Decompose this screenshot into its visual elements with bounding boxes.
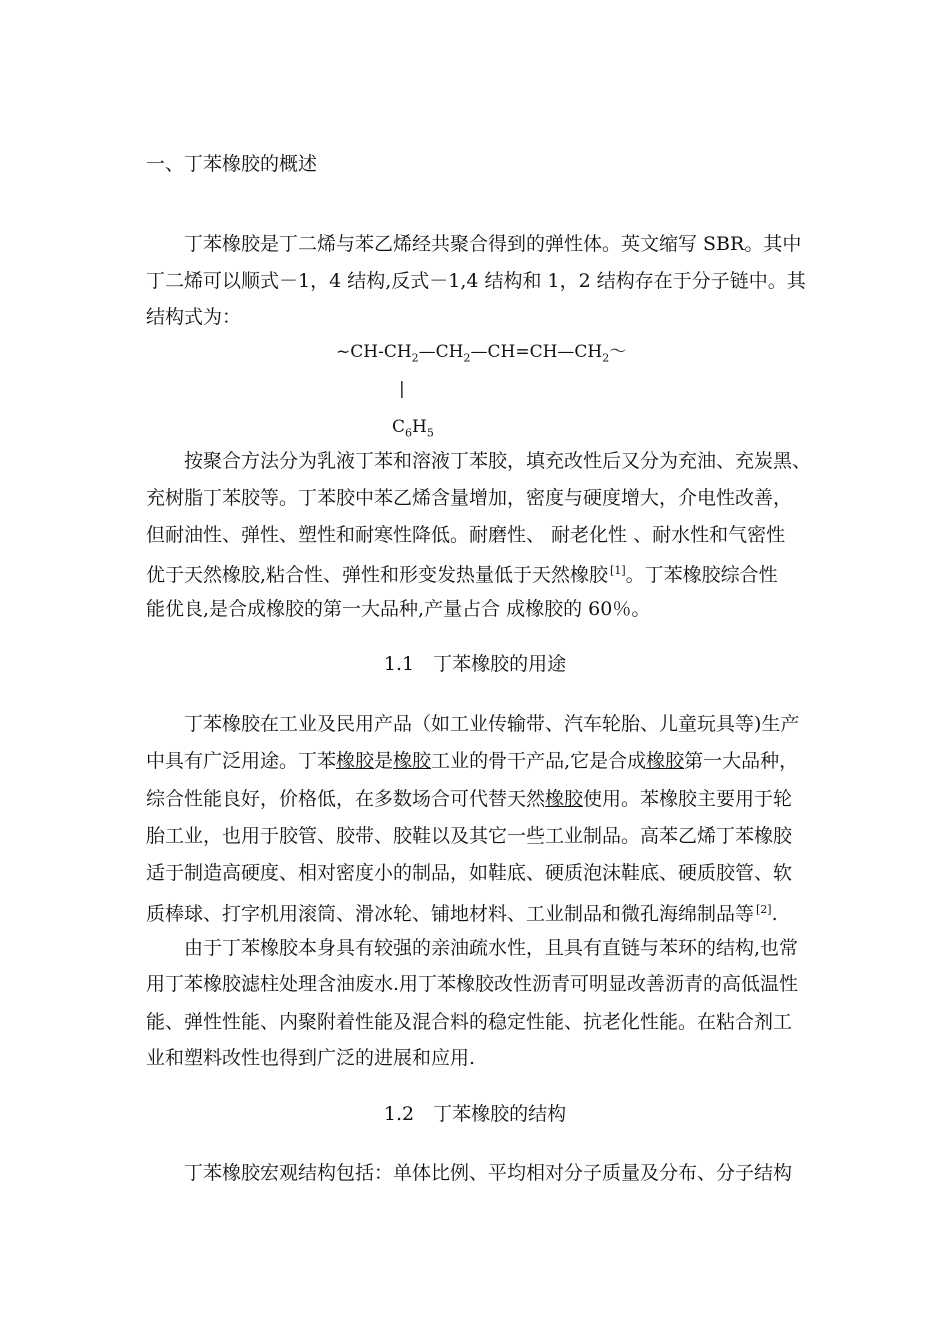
formula-chain-part: ～ <box>609 342 627 362</box>
rubber-link[interactable]: 橡胶 <box>646 750 685 772</box>
usage-text: 是 <box>374 750 394 772</box>
intro-line-2: 丁二烯可以顺式－1，4 结构,反式－1,4 结构和 1，2 结构存在于分子链中。其 <box>146 270 806 292</box>
structural-formula-bond: | <box>399 379 405 399</box>
classification-line-1: 按聚合方法分为乳液丁苯和溶液丁苯胶，填充改性后又分为充油、充炭黑、 <box>184 450 812 472</box>
formula-subscript: 2 <box>411 351 419 365</box>
citation-ref-1[interactable]: [1] <box>610 564 626 577</box>
oil-line-4: 业和塑料改性也得到广泛的进展和应用. <box>146 1047 476 1069</box>
citation-ref-2[interactable]: [2] <box>756 903 772 916</box>
usage-text: 综合性能良好，价格低，在多数场合可代替天然 <box>146 788 546 810</box>
oil-line-2: 用丁苯橡胶滤柱处理含油废水.用丁苯橡胶改性沥青可明显改善沥青的高低温性 <box>146 973 799 995</box>
formula-subscript: 2 <box>602 351 610 365</box>
section-title: 一、丁苯橡胶的概述 <box>146 153 318 175</box>
usage-text: 使用。苯橡胶主要用于轮 <box>583 788 793 810</box>
classification-line-5: 能优良,是合成橡胶的第一大品种,产量占合 成橡胶的 60％。 <box>146 598 651 620</box>
usage-line-3 <box>146 788 792 810</box>
intro-line-3: 结构式为： <box>146 306 242 328</box>
classification-text: 。丁苯橡胶综合性 <box>625 564 778 586</box>
section-1-1-title: 1.1 丁苯橡胶的用途 <box>383 653 567 675</box>
usage-line-4: 胎工业，也用于胶管、胶带、胶鞋以及其它一些工业制品。高苯乙烯丁苯橡胶 <box>146 825 793 847</box>
structure-line-1: 丁苯橡胶宏观结构包括：单体比例、平均相对分子质量及分布、分子结构 <box>184 1162 793 1184</box>
structural-formula-chain <box>336 342 626 368</box>
classification-text: 优于天然橡胶,粘合性、弹性和形变发热量低于天然橡胶 <box>146 564 609 586</box>
section-1-2-title: 1.2 丁苯橡胶的结构 <box>383 1103 567 1125</box>
formula-subscript: 6 <box>405 426 413 440</box>
intro-line-1: 丁苯橡胶是丁二烯与苯乙烯经共聚合得到的弹性体。英文缩写 SBR。其中 <box>184 233 802 255</box>
usage-text: 第一大品种， <box>684 750 799 772</box>
oil-line-1: 由于丁苯橡胶本身具有较强的亲油疏水性，且具有直链与苯环的结构,也常 <box>184 937 799 959</box>
formula-chain-part: —CH <box>418 342 464 362</box>
usage-text: 工业的骨干产品,它是合成 <box>431 750 647 772</box>
rubber-link[interactable]: 橡胶 <box>393 750 432 772</box>
classification-line-2: 充树脂丁苯胶等。丁苯胶中苯乙烯含量增加，密度与硬度增大，介电性改善， <box>146 487 793 509</box>
usage-line-5: 适于制造高硬度、相对密度小的制品，如鞋底、硬质泡沫鞋底、硬质胶管、软 <box>146 862 793 884</box>
usage-text: 中具有广泛用途。丁苯 <box>146 750 337 772</box>
formula-subscript: 5 <box>426 426 434 440</box>
classification-line-3: 但耐油性、弹性、塑性和耐寒性降低。耐磨性、 耐老化性 、耐水性和气密性 <box>146 524 786 546</box>
formula-atom: H <box>412 417 427 437</box>
rubber-link[interactable]: 橡胶 <box>545 788 584 810</box>
usage-line-2 <box>146 750 798 772</box>
oil-line-3: 能、弹性性能、内聚附着性能及混合料的稳定性能、抗老化性能。在粘合剂工 <box>146 1011 793 1033</box>
usage-line-6 <box>146 899 778 925</box>
usage-text: . <box>771 903 778 925</box>
usage-text: 质棒球、打字机用滚筒、滑冰轮、铺地材料、工业制品和微孔海绵制品等 <box>146 903 755 925</box>
formula-atom: C <box>392 417 406 437</box>
formula-subscript: 2 <box>463 351 471 365</box>
rubber-link[interactable]: 橡胶 <box>336 750 375 772</box>
formula-chain-part: —CH=CH—CH <box>470 342 603 362</box>
structural-formula-substituent <box>392 417 434 443</box>
usage-line-1: 丁苯橡胶在工业及民用产品（如工业传输带、汽车轮胎、儿童玩具等)生产 <box>184 713 800 735</box>
formula-chain-part: ~CH-CH <box>336 342 412 362</box>
classification-line-4 <box>146 560 778 586</box>
